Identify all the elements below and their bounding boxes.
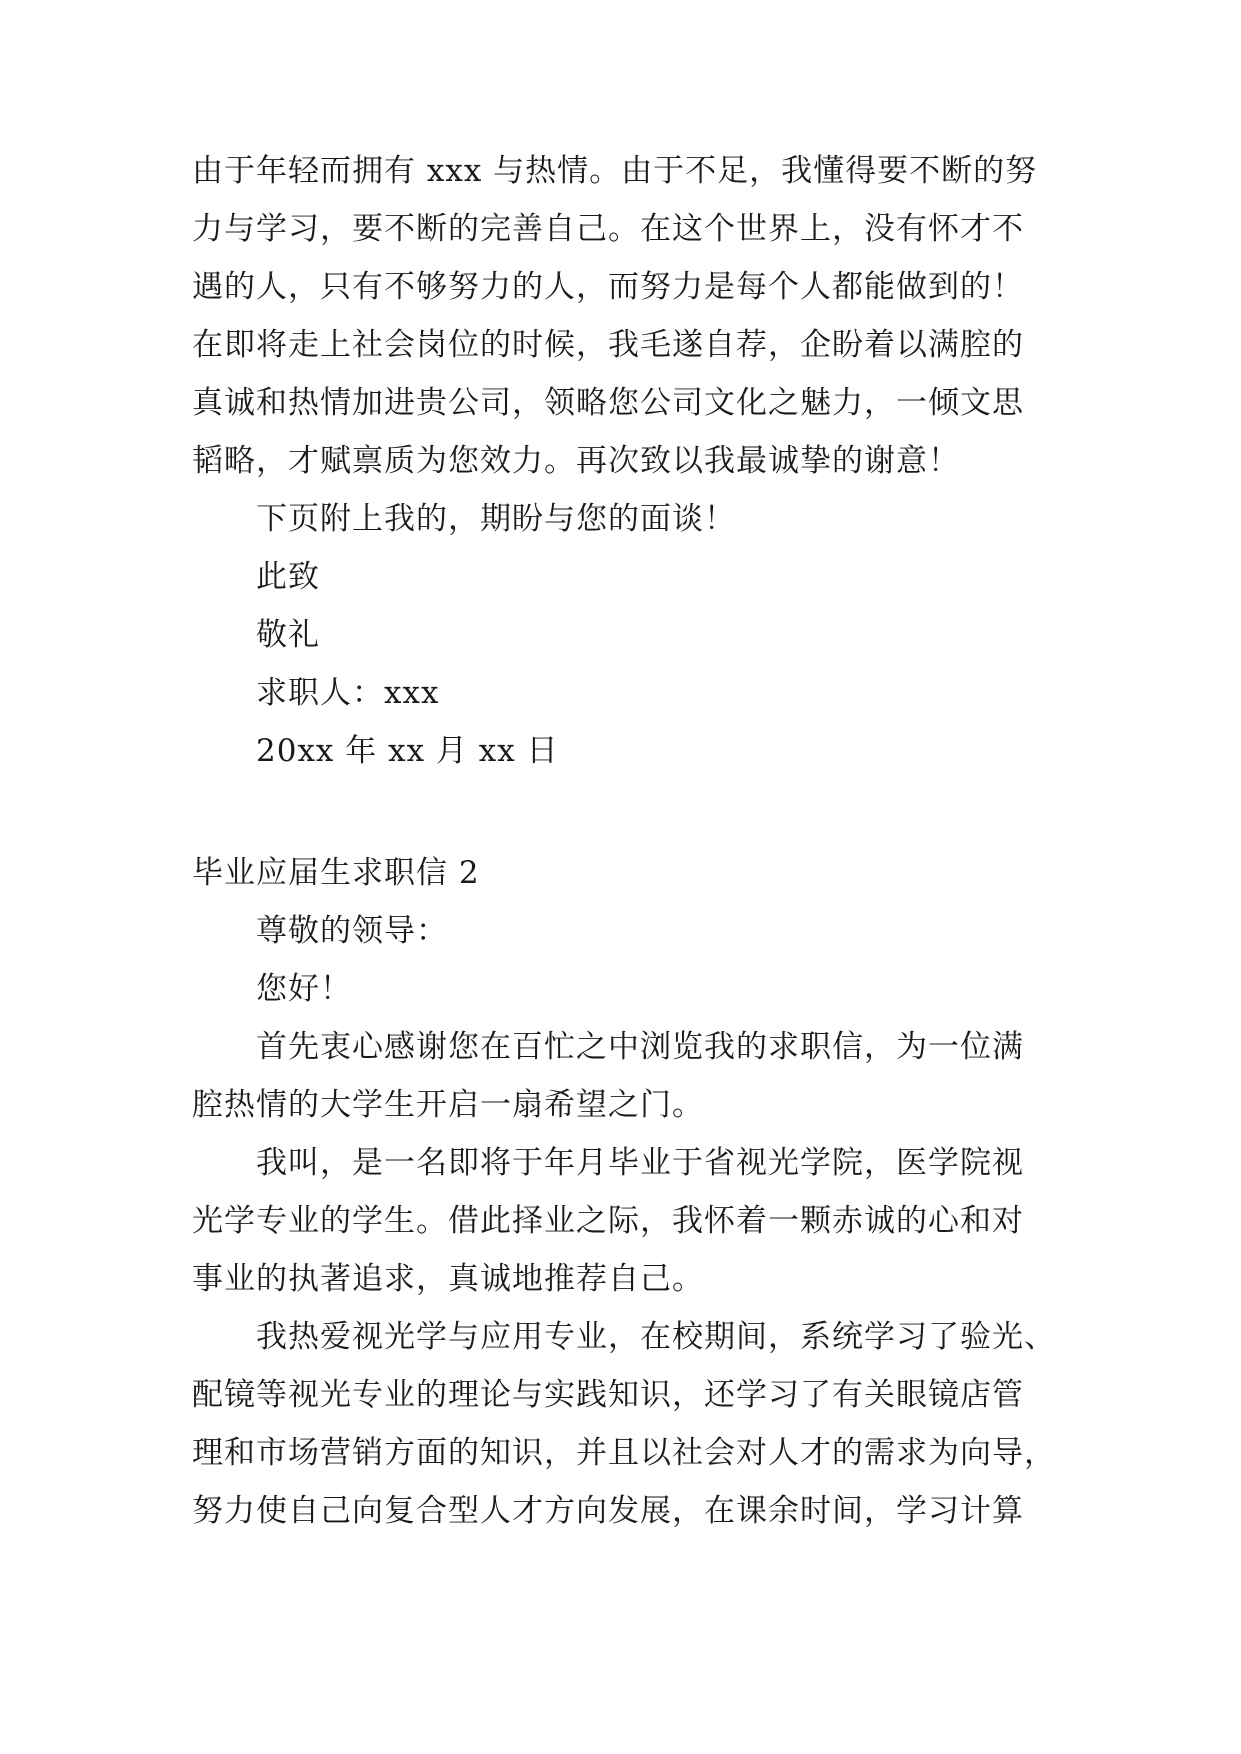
letter1-date: 20xx 年 xx 月 xx 日 xyxy=(256,733,559,769)
letter1-body-line: 由于年轻而拥有 xxx 与热情。由于不足，我懂得要不断的努 xyxy=(192,153,1038,189)
letter1-salutation-2: 敬礼 xyxy=(256,617,320,653)
letter2-body-line: 理和市场营销方面的知识，并且以社会对人才的需求为向导， xyxy=(192,1435,1056,1471)
letter1-salutation-1: 此致 xyxy=(256,559,320,595)
letter1-body-line: 在即将走上社会岗位的时候，我毛遂自荐，企盼着以满腔的 xyxy=(192,327,1024,363)
letter2-body-line: 首先衷心感谢您在百忙之中浏览我的求职信，为一位满 xyxy=(256,1029,1024,1065)
letter2-body-line: 光学专业的学生。借此择业之际，我怀着一颗赤诚的心和对 xyxy=(192,1203,1024,1239)
letter2-body-line: 配镜等视光专业的理论与实践知识，还学习了有关眼镜店管 xyxy=(192,1377,1024,1413)
letter1-body-line: 遇的人，只有不够努力的人，而努力是每个人都能做到的！ xyxy=(192,269,1024,305)
letter1-body-line: 真诚和热情加进贵公司，领略您公司文化之魅力，一倾文思 xyxy=(192,385,1024,421)
letter1-signature: 求职人：xxx xyxy=(256,675,440,711)
letter2-body-line: 努力使自己向复合型人才方向发展，在课余时间，学习计算 xyxy=(192,1493,1024,1529)
letter2-body-line: 腔热情的大学生开启一扇希望之门。 xyxy=(192,1087,704,1123)
letter2-title: 毕业应届生求职信 2 xyxy=(192,855,480,891)
letter2-body-line: 事业的执著追求，真诚地推荐自己。 xyxy=(192,1261,704,1297)
letter1-body-line: 韬略，才赋禀质为您效力。再次致以我最诚挚的谢意！ xyxy=(192,443,960,479)
letter2-greeting: 尊敬的领导： xyxy=(256,913,448,949)
letter2-body-line: 我热爱视光学与应用专业，在校期间，系统学习了验光、 xyxy=(256,1319,1056,1355)
letter2-hello: 您好！ xyxy=(256,971,352,1007)
letter1-body-line: 力与学习，要不断的完善自己。在这个世界上，没有怀才不 xyxy=(192,211,1024,247)
letter1-closing: 下页附上我的，期盼与您的面谈！ xyxy=(256,501,736,537)
letter2-body-line: 我叫，是一名即将于年月毕业于省视光学院，医学院视 xyxy=(256,1145,1024,1181)
